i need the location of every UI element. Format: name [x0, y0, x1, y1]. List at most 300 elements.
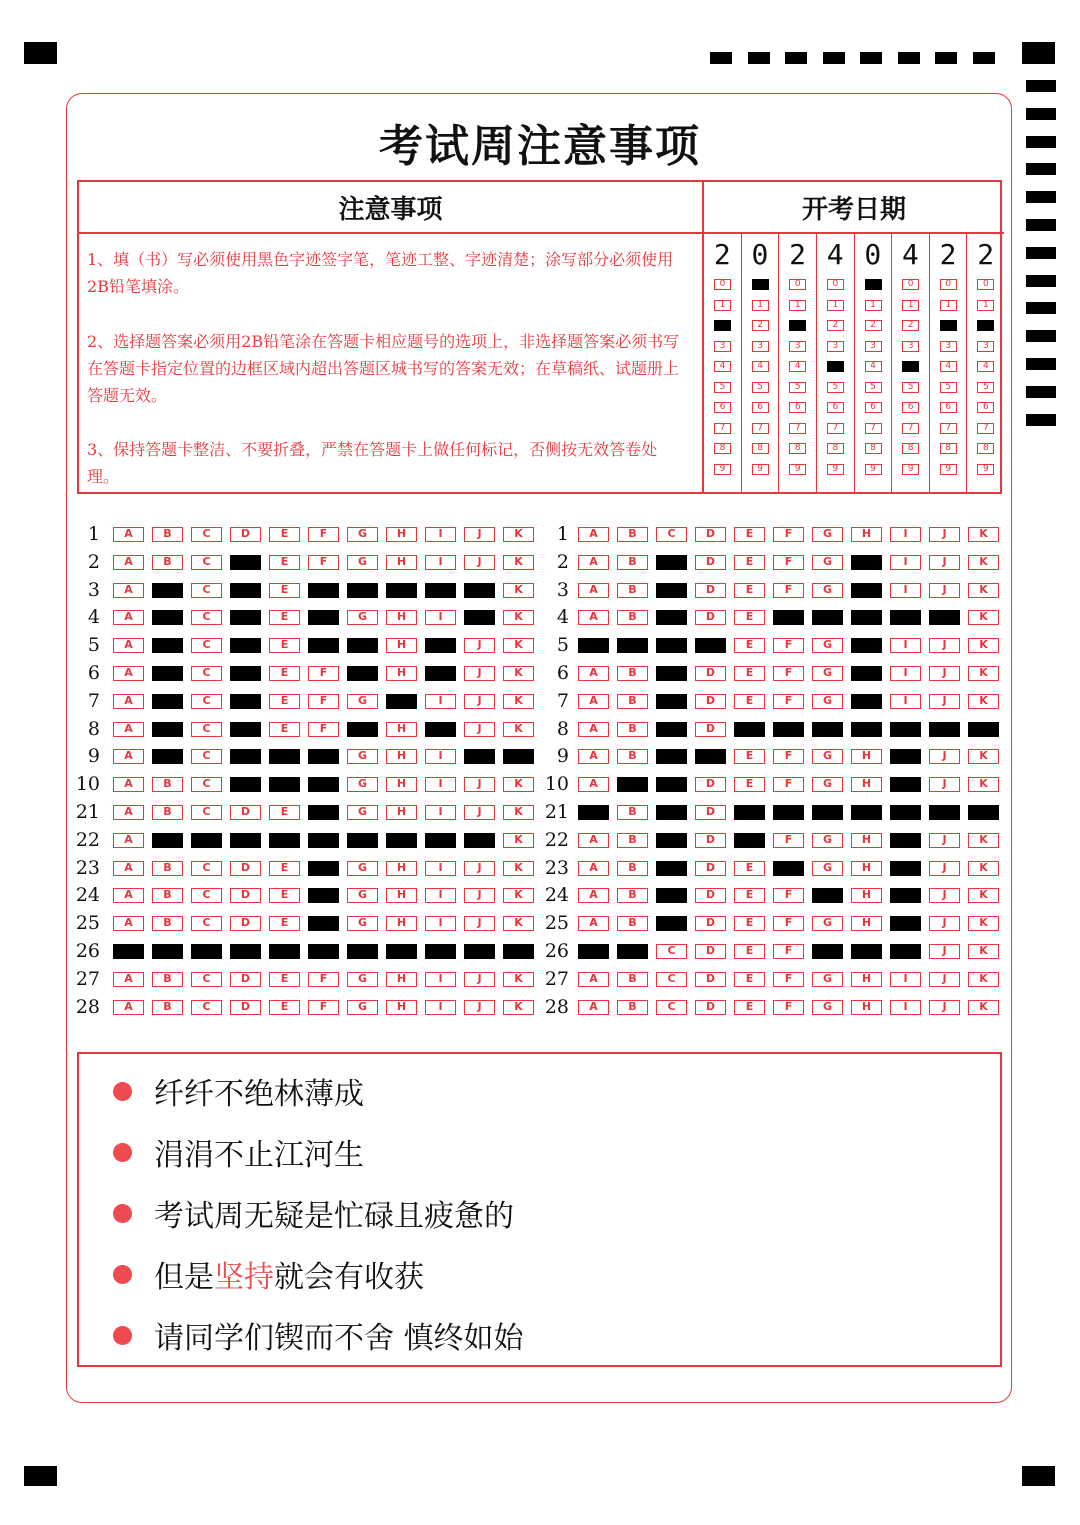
answer-bubble-j[interactable]: [464, 749, 495, 764]
date-bubble-2[interactable]: [789, 320, 806, 331]
date-bubble-0[interactable]: 0: [902, 279, 919, 290]
answer-bubble-i[interactable]: [890, 888, 921, 903]
answer-bubble-i[interactable]: I: [890, 972, 921, 987]
answer-bubble-f[interactable]: [308, 638, 339, 653]
answer-bubble-b[interactable]: B: [617, 972, 648, 987]
answer-bubble-k[interactable]: K: [968, 777, 999, 792]
answer-bubble-a[interactable]: A: [578, 722, 609, 737]
date-bubble-8[interactable]: 8: [752, 443, 769, 454]
answer-bubble-b[interactable]: [152, 638, 183, 653]
answer-bubble-c[interactable]: [191, 944, 222, 959]
answer-bubble-k[interactable]: K: [968, 749, 999, 764]
date-bubble-9[interactable]: 9: [714, 464, 731, 475]
answer-bubble-a[interactable]: A: [113, 972, 144, 987]
answer-bubble-e[interactable]: E: [269, 694, 300, 709]
answer-bubble-a[interactable]: A: [578, 527, 609, 542]
answer-bubble-b[interactable]: B: [617, 527, 648, 542]
answer-bubble-h[interactable]: H: [386, 666, 417, 681]
answer-bubble-h[interactable]: [386, 833, 417, 848]
answer-bubble-f[interactable]: [308, 888, 339, 903]
answer-bubble-e[interactable]: [734, 833, 765, 848]
date-bubble-7[interactable]: 7: [752, 423, 769, 434]
answer-bubble-f[interactable]: [308, 610, 339, 625]
answer-bubble-e[interactable]: E: [734, 916, 765, 931]
answer-bubble-e[interactable]: E: [269, 888, 300, 903]
date-bubble-1[interactable]: 1: [865, 300, 882, 311]
answer-bubble-k[interactable]: K: [968, 694, 999, 709]
answer-bubble-d[interactable]: D: [230, 805, 261, 820]
answer-bubble-h[interactable]: H: [851, 861, 882, 876]
date-bubble-4[interactable]: 4: [940, 361, 957, 372]
answer-bubble-k[interactable]: K: [503, 722, 534, 737]
date-bubble-6[interactable]: 6: [902, 402, 919, 413]
answer-bubble-b[interactable]: B: [152, 861, 183, 876]
answer-bubble-d[interactable]: D: [695, 527, 726, 542]
answer-bubble-a[interactable]: A: [113, 527, 144, 542]
answer-bubble-i[interactable]: [425, 666, 456, 681]
answer-bubble-g[interactable]: G: [812, 777, 843, 792]
date-bubble-1[interactable]: 1: [752, 300, 769, 311]
answer-bubble-b[interactable]: B: [152, 555, 183, 570]
answer-bubble-k[interactable]: K: [503, 833, 534, 848]
date-bubble-7[interactable]: 7: [789, 423, 806, 434]
answer-bubble-d[interactable]: [230, 666, 261, 681]
answer-bubble-f[interactable]: F: [308, 722, 339, 737]
answer-bubble-k[interactable]: K: [503, 666, 534, 681]
answer-bubble-e[interactable]: [269, 777, 300, 792]
answer-bubble-b[interactable]: B: [152, 916, 183, 931]
answer-bubble-d[interactable]: D: [230, 916, 261, 931]
answer-bubble-j[interactable]: J: [464, 527, 495, 542]
answer-bubble-d[interactable]: D: [695, 666, 726, 681]
answer-bubble-h[interactable]: [386, 944, 417, 959]
answer-bubble-h[interactable]: H: [386, 805, 417, 820]
answer-bubble-h[interactable]: H: [386, 638, 417, 653]
answer-bubble-j[interactable]: J: [929, 694, 960, 709]
answer-bubble-d[interactable]: D: [695, 888, 726, 903]
answer-bubble-c[interactable]: C: [191, 666, 222, 681]
date-bubble-0[interactable]: 0: [714, 279, 731, 290]
answer-bubble-b[interactable]: [617, 944, 648, 959]
answer-bubble-c[interactable]: C: [191, 916, 222, 931]
answer-bubble-d[interactable]: D: [695, 916, 726, 931]
answer-bubble-f[interactable]: F: [773, 1000, 804, 1015]
answer-bubble-j[interactable]: J: [929, 916, 960, 931]
answer-bubble-f[interactable]: F: [308, 1000, 339, 1015]
date-bubble-6[interactable]: 6: [977, 402, 994, 413]
answer-bubble-i[interactable]: [425, 833, 456, 848]
answer-bubble-f[interactable]: F: [773, 527, 804, 542]
answer-bubble-c[interactable]: [656, 916, 687, 931]
answer-bubble-f[interactable]: [308, 833, 339, 848]
answer-bubble-c[interactable]: C: [191, 610, 222, 625]
date-bubble-4[interactable]: 4: [752, 361, 769, 372]
answer-bubble-a[interactable]: A: [578, 777, 609, 792]
answer-bubble-i[interactable]: [425, 638, 456, 653]
answer-bubble-d[interactable]: D: [695, 972, 726, 987]
answer-bubble-c[interactable]: C: [191, 555, 222, 570]
answer-bubble-j[interactable]: J: [464, 805, 495, 820]
answer-bubble-e[interactable]: E: [734, 555, 765, 570]
answer-bubble-k[interactable]: [503, 749, 534, 764]
answer-bubble-d[interactable]: [230, 944, 261, 959]
answer-bubble-b[interactable]: B: [152, 1000, 183, 1015]
answer-bubble-i[interactable]: I: [425, 555, 456, 570]
answer-bubble-j[interactable]: J: [929, 638, 960, 653]
answer-bubble-g[interactable]: G: [347, 805, 378, 820]
answer-bubble-d[interactable]: [230, 694, 261, 709]
answer-bubble-f[interactable]: F: [773, 749, 804, 764]
answer-bubble-i[interactable]: I: [425, 694, 456, 709]
answer-bubble-h[interactable]: H: [386, 861, 417, 876]
answer-bubble-h[interactable]: H: [386, 1000, 417, 1015]
answer-bubble-j[interactable]: J: [464, 666, 495, 681]
date-bubble-8[interactable]: 8: [902, 443, 919, 454]
answer-bubble-h[interactable]: H: [386, 527, 417, 542]
answer-bubble-c[interactable]: [191, 833, 222, 848]
answer-bubble-k[interactable]: K: [968, 888, 999, 903]
answer-bubble-k[interactable]: K: [968, 610, 999, 625]
answer-bubble-k[interactable]: K: [503, 972, 534, 987]
answer-bubble-e[interactable]: E: [269, 805, 300, 820]
answer-bubble-h[interactable]: H: [386, 916, 417, 931]
answer-bubble-b[interactable]: [152, 833, 183, 848]
answer-bubble-h[interactable]: [851, 805, 882, 820]
answer-bubble-j[interactable]: J: [464, 888, 495, 903]
answer-bubble-i[interactable]: [425, 944, 456, 959]
answer-bubble-d[interactable]: D: [695, 833, 726, 848]
answer-bubble-k[interactable]: [968, 722, 999, 737]
answer-bubble-e[interactable]: [269, 944, 300, 959]
answer-bubble-i[interactable]: I: [890, 694, 921, 709]
answer-bubble-d[interactable]: D: [695, 777, 726, 792]
answer-bubble-e[interactable]: E: [734, 1000, 765, 1015]
answer-bubble-b[interactable]: B: [152, 972, 183, 987]
answer-bubble-d[interactable]: [230, 749, 261, 764]
answer-bubble-c[interactable]: [656, 555, 687, 570]
answer-bubble-a[interactable]: A: [578, 972, 609, 987]
answer-bubble-f[interactable]: F: [773, 972, 804, 987]
answer-bubble-d[interactable]: [230, 777, 261, 792]
answer-bubble-k[interactable]: K: [503, 861, 534, 876]
answer-bubble-f[interactable]: F: [773, 666, 804, 681]
answer-bubble-k[interactable]: K: [503, 555, 534, 570]
date-bubble-4[interactable]: [902, 361, 919, 372]
answer-bubble-h[interactable]: H: [851, 527, 882, 542]
answer-bubble-h[interactable]: [851, 583, 882, 598]
answer-bubble-a[interactable]: A: [578, 833, 609, 848]
date-bubble-4[interactable]: [827, 361, 844, 372]
date-bubble-8[interactable]: 8: [977, 443, 994, 454]
answer-bubble-d[interactable]: D: [695, 861, 726, 876]
answer-bubble-g[interactable]: G: [812, 972, 843, 987]
answer-bubble-j[interactable]: J: [464, 555, 495, 570]
answer-bubble-j[interactable]: J: [464, 722, 495, 737]
date-bubble-0[interactable]: 0: [977, 279, 994, 290]
answer-bubble-e[interactable]: E: [269, 583, 300, 598]
answer-bubble-c[interactable]: C: [191, 722, 222, 737]
answer-bubble-h[interactable]: H: [851, 972, 882, 987]
answer-bubble-f[interactable]: F: [773, 916, 804, 931]
answer-bubble-e[interactable]: E: [269, 638, 300, 653]
answer-bubble-i[interactable]: I: [425, 916, 456, 931]
date-bubble-2[interactable]: [977, 320, 994, 331]
answer-bubble-g[interactable]: G: [812, 1000, 843, 1015]
date-bubble-9[interactable]: 9: [902, 464, 919, 475]
answer-bubble-g[interactable]: G: [347, 777, 378, 792]
answer-bubble-g[interactable]: [347, 833, 378, 848]
answer-bubble-a[interactable]: A: [113, 666, 144, 681]
answer-bubble-k[interactable]: K: [968, 527, 999, 542]
answer-bubble-b[interactable]: B: [617, 583, 648, 598]
answer-bubble-k[interactable]: K: [503, 610, 534, 625]
date-bubble-5[interactable]: 5: [752, 382, 769, 393]
answer-bubble-g[interactable]: G: [347, 610, 378, 625]
answer-bubble-a[interactable]: A: [578, 888, 609, 903]
answer-bubble-i[interactable]: I: [425, 972, 456, 987]
answer-bubble-g[interactable]: [347, 944, 378, 959]
answer-bubble-f[interactable]: F: [308, 666, 339, 681]
answer-bubble-i[interactable]: [890, 916, 921, 931]
answer-bubble-a[interactable]: A: [113, 694, 144, 709]
answer-bubble-a[interactable]: A: [578, 666, 609, 681]
answer-bubble-j[interactable]: [929, 610, 960, 625]
answer-bubble-f[interactable]: F: [773, 694, 804, 709]
answer-bubble-a[interactable]: A: [113, 861, 144, 876]
date-bubble-8[interactable]: 8: [827, 443, 844, 454]
answer-bubble-c[interactable]: [656, 888, 687, 903]
answer-bubble-c[interactable]: C: [191, 527, 222, 542]
answer-bubble-e[interactable]: E: [269, 972, 300, 987]
date-bubble-1[interactable]: 1: [902, 300, 919, 311]
answer-bubble-f[interactable]: [773, 805, 804, 820]
answer-bubble-a[interactable]: A: [578, 610, 609, 625]
date-bubble-0[interactable]: 0: [827, 279, 844, 290]
answer-bubble-a[interactable]: [578, 944, 609, 959]
date-bubble-6[interactable]: 6: [752, 402, 769, 413]
answer-bubble-j[interactable]: J: [929, 749, 960, 764]
answer-bubble-g[interactable]: G: [347, 888, 378, 903]
answer-bubble-a[interactable]: A: [578, 749, 609, 764]
date-bubble-9[interactable]: 9: [977, 464, 994, 475]
answer-bubble-b[interactable]: B: [617, 1000, 648, 1015]
date-bubble-7[interactable]: 7: [827, 423, 844, 434]
answer-bubble-b[interactable]: [152, 722, 183, 737]
answer-bubble-a[interactable]: [113, 944, 144, 959]
answer-bubble-f[interactable]: [773, 722, 804, 737]
answer-bubble-j[interactable]: J: [929, 527, 960, 542]
answer-bubble-b[interactable]: B: [617, 722, 648, 737]
answer-bubble-e[interactable]: E: [734, 666, 765, 681]
answer-bubble-f[interactable]: F: [308, 694, 339, 709]
answer-bubble-f[interactable]: F: [773, 638, 804, 653]
answer-bubble-d[interactable]: [230, 555, 261, 570]
date-bubble-1[interactable]: 1: [714, 300, 731, 311]
answer-bubble-d[interactable]: [230, 638, 261, 653]
date-bubble-3[interactable]: 3: [827, 341, 844, 352]
answer-bubble-h[interactable]: H: [851, 888, 882, 903]
answer-bubble-i[interactable]: I: [425, 805, 456, 820]
date-bubble-4[interactable]: 4: [977, 361, 994, 372]
answer-bubble-h[interactable]: [386, 694, 417, 709]
answer-bubble-b[interactable]: [617, 777, 648, 792]
answer-bubble-g[interactable]: [812, 610, 843, 625]
date-bubble-6[interactable]: 6: [827, 402, 844, 413]
answer-bubble-h[interactable]: [851, 722, 882, 737]
date-bubble-2[interactable]: 2: [752, 320, 769, 331]
answer-bubble-k[interactable]: K: [968, 1000, 999, 1015]
answer-bubble-k[interactable]: K: [968, 944, 999, 959]
answer-bubble-c[interactable]: C: [191, 638, 222, 653]
answer-bubble-k[interactable]: K: [503, 638, 534, 653]
answer-bubble-d[interactable]: D: [695, 610, 726, 625]
date-bubble-2[interactable]: [940, 320, 957, 331]
answer-bubble-g[interactable]: G: [347, 916, 378, 931]
answer-bubble-e[interactable]: E: [269, 610, 300, 625]
answer-bubble-c[interactable]: [656, 861, 687, 876]
answer-bubble-c[interactable]: [656, 722, 687, 737]
answer-bubble-b[interactable]: [617, 638, 648, 653]
answer-bubble-f[interactable]: F: [308, 527, 339, 542]
answer-bubble-i[interactable]: I: [425, 861, 456, 876]
date-bubble-8[interactable]: 8: [865, 443, 882, 454]
answer-bubble-a[interactable]: A: [578, 583, 609, 598]
answer-bubble-b[interactable]: [152, 749, 183, 764]
answer-bubble-i[interactable]: I: [425, 888, 456, 903]
answer-bubble-k[interactable]: K: [503, 777, 534, 792]
answer-bubble-g[interactable]: G: [347, 555, 378, 570]
answer-bubble-k[interactable]: K: [503, 1000, 534, 1015]
answer-bubble-g[interactable]: G: [812, 555, 843, 570]
answer-bubble-c[interactable]: C: [656, 1000, 687, 1015]
date-bubble-7[interactable]: 7: [714, 423, 731, 434]
answer-bubble-i[interactable]: [890, 610, 921, 625]
answer-bubble-f[interactable]: F: [773, 583, 804, 598]
answer-bubble-j[interactable]: J: [464, 861, 495, 876]
answer-bubble-b[interactable]: [152, 610, 183, 625]
answer-bubble-j[interactable]: [929, 722, 960, 737]
answer-bubble-f[interactable]: [308, 777, 339, 792]
answer-bubble-f[interactable]: F: [773, 555, 804, 570]
answer-bubble-f[interactable]: F: [773, 888, 804, 903]
answer-bubble-c[interactable]: C: [191, 777, 222, 792]
answer-bubble-a[interactable]: A: [113, 805, 144, 820]
answer-bubble-g[interactable]: [812, 722, 843, 737]
answer-bubble-c[interactable]: [656, 777, 687, 792]
answer-bubble-i[interactable]: I: [425, 610, 456, 625]
answer-bubble-e[interactable]: [269, 833, 300, 848]
answer-bubble-d[interactable]: [695, 749, 726, 764]
answer-bubble-f[interactable]: F: [773, 944, 804, 959]
answer-bubble-h[interactable]: H: [386, 888, 417, 903]
answer-bubble-g[interactable]: G: [347, 527, 378, 542]
answer-bubble-f[interactable]: F: [773, 833, 804, 848]
answer-bubble-f[interactable]: [308, 861, 339, 876]
date-bubble-8[interactable]: 8: [940, 443, 957, 454]
answer-bubble-h[interactable]: H: [851, 1000, 882, 1015]
answer-bubble-g[interactable]: G: [812, 916, 843, 931]
date-bubble-3[interactable]: 3: [940, 341, 957, 352]
answer-bubble-j[interactable]: J: [929, 555, 960, 570]
answer-bubble-e[interactable]: E: [269, 555, 300, 570]
answer-bubble-j[interactable]: J: [929, 1000, 960, 1015]
answer-bubble-g[interactable]: G: [347, 694, 378, 709]
answer-bubble-d[interactable]: D: [230, 861, 261, 876]
answer-bubble-b[interactable]: B: [617, 749, 648, 764]
answer-bubble-a[interactable]: A: [113, 722, 144, 737]
answer-bubble-h[interactable]: H: [851, 916, 882, 931]
answer-bubble-b[interactable]: B: [152, 527, 183, 542]
answer-bubble-i[interactable]: [890, 777, 921, 792]
answer-bubble-g[interactable]: [812, 805, 843, 820]
answer-bubble-a[interactable]: A: [113, 749, 144, 764]
answer-bubble-a[interactable]: A: [113, 583, 144, 598]
answer-bubble-c[interactable]: [656, 749, 687, 764]
date-bubble-6[interactable]: 6: [714, 402, 731, 413]
answer-bubble-k[interactable]: K: [968, 555, 999, 570]
answer-bubble-a[interactable]: A: [578, 916, 609, 931]
answer-bubble-d[interactable]: D: [230, 888, 261, 903]
answer-bubble-k[interactable]: K: [968, 583, 999, 598]
date-bubble-3[interactable]: 3: [902, 341, 919, 352]
date-bubble-8[interactable]: 8: [714, 443, 731, 454]
answer-bubble-k[interactable]: K: [503, 527, 534, 542]
answer-bubble-i[interactable]: I: [890, 555, 921, 570]
answer-bubble-i[interactable]: I: [425, 777, 456, 792]
date-bubble-8[interactable]: 8: [789, 443, 806, 454]
answer-bubble-g[interactable]: [347, 638, 378, 653]
answer-bubble-e[interactable]: E: [734, 972, 765, 987]
date-bubble-7[interactable]: 7: [940, 423, 957, 434]
answer-bubble-a[interactable]: A: [113, 888, 144, 903]
answer-bubble-i[interactable]: I: [890, 583, 921, 598]
answer-bubble-h[interactable]: [851, 555, 882, 570]
answer-bubble-g[interactable]: G: [812, 583, 843, 598]
answer-bubble-i[interactable]: [425, 583, 456, 598]
answer-bubble-c[interactable]: [656, 694, 687, 709]
answer-bubble-c[interactable]: C: [191, 694, 222, 709]
answer-bubble-d[interactable]: D: [695, 944, 726, 959]
answer-bubble-e[interactable]: E: [269, 916, 300, 931]
date-bubble-7[interactable]: 7: [865, 423, 882, 434]
date-bubble-1[interactable]: 1: [977, 300, 994, 311]
answer-bubble-i[interactable]: [890, 805, 921, 820]
answer-bubble-b[interactable]: B: [152, 777, 183, 792]
date-bubble-0[interactable]: 0: [789, 279, 806, 290]
answer-bubble-i[interactable]: I: [425, 749, 456, 764]
answer-bubble-a[interactable]: [578, 805, 609, 820]
answer-bubble-c[interactable]: C: [191, 805, 222, 820]
answer-bubble-d[interactable]: D: [695, 722, 726, 737]
answer-bubble-j[interactable]: J: [929, 666, 960, 681]
answer-bubble-g[interactable]: G: [812, 666, 843, 681]
date-bubble-4[interactable]: 4: [789, 361, 806, 372]
date-bubble-7[interactable]: 7: [902, 423, 919, 434]
answer-bubble-h[interactable]: H: [386, 777, 417, 792]
answer-bubble-a[interactable]: [578, 638, 609, 653]
answer-bubble-k[interactable]: K: [968, 861, 999, 876]
answer-bubble-e[interactable]: E: [734, 861, 765, 876]
answer-bubble-b[interactable]: B: [617, 916, 648, 931]
date-bubble-0[interactable]: 0: [940, 279, 957, 290]
answer-bubble-h[interactable]: [851, 944, 882, 959]
answer-bubble-d[interactable]: D: [695, 555, 726, 570]
answer-bubble-b[interactable]: B: [617, 555, 648, 570]
answer-bubble-h[interactable]: H: [851, 833, 882, 848]
date-bubble-6[interactable]: 6: [940, 402, 957, 413]
answer-bubble-g[interactable]: G: [347, 861, 378, 876]
answer-bubble-e[interactable]: E: [269, 527, 300, 542]
